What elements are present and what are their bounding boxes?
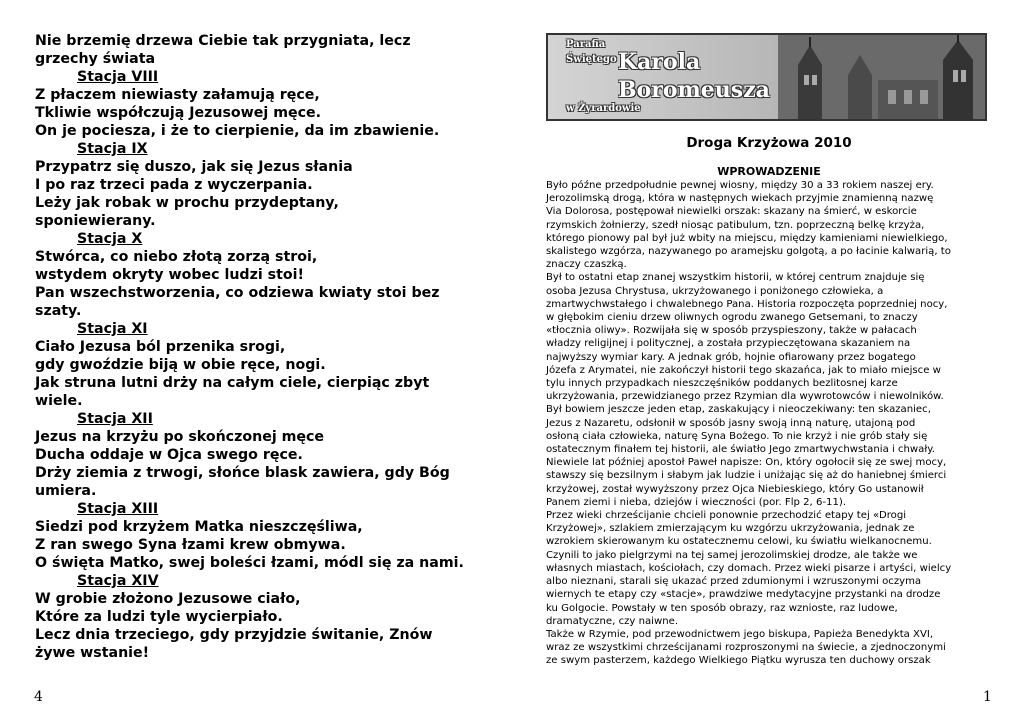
poem-line: Lecz dnia trzeciego, gdy przyjdzie świtanie, Znów: [35, 627, 433, 643]
body-line: wzrokiem skierowanym ku ostatecznemu celowi, ku światłu wielkanocnemu.: [546, 536, 932, 548]
body-line: władzy religijnej i politycznej, a została przypieczętowana skazaniem na: [546, 338, 911, 350]
poem-line: gdy gwoździe biją w obie ręce, nogi.: [35, 357, 326, 373]
poem-line: Z płaczem niewiasty załamują ręce,: [35, 87, 320, 103]
station-heading: Stacja XII: [77, 411, 153, 427]
body-line: Jerozolimską drogą, która w następnych wiekach przyjmie znamienną nazwę: [546, 193, 934, 205]
document-title: Droga Krzyżowa 2010: [686, 135, 852, 151]
poem-line: Tkliwie współczują Jezusowej męce.: [35, 105, 322, 121]
body-line: ze swym pasterzem, każdego Wielkiego Piątku wyrusza ten duchowy orszak: [546, 655, 931, 667]
body-line: Także w Rzymie, pod przewodnictwem jego biskupa, Papieża Benedykta XVI,: [546, 628, 934, 640]
body-line: w głębokim cieniu drzew oliwnych ogrodu zwanego Getsemani, to znaczy: [546, 312, 918, 324]
poem-line: Pan wszechstworzenia, co odziewa kwiaty stoi bez: [35, 285, 440, 301]
poem-line: Drży ziemia z trwogi, słońce blask zawiera, gdy Bóg: [35, 465, 450, 481]
body-line: Krzyżowej», szlakiem zmierzającym ku wzgórzu ukrzyżowania, jednak ze: [546, 523, 915, 535]
poem-line: szaty.: [35, 303, 82, 319]
parish-banner: [546, 33, 987, 121]
body-line: Via Dolorosa, postępował niewielki orszak: skazany na śmierć, w eskorcie: [546, 206, 917, 218]
poem-line: Jezus na krzyżu po skończonej męce: [35, 429, 325, 445]
banner-parafia: Parafia: [566, 39, 606, 50]
body-line: ostatecznym finałem tej historii, ale światło Jego zmartwychwstania i chwały.: [546, 444, 935, 456]
body-line: Panem ziemi i nieba, dziejów i wieczności (por. Flp 2, 6-11).: [546, 496, 847, 508]
section-title: WPROWADZENIE: [717, 165, 821, 178]
body-line: najwyższy wymiar kary. A jednak grób, hojnie ofiarowany przez bogatego: [546, 351, 916, 363]
body-line: Był to ostatni etap znanej wszystkim historii, w której centrum znajduje się: [546, 272, 925, 284]
body-line: zmartwychwstałego i chwalebnego Pana. Historia rozpoczęta poprzedniej nocy,: [546, 298, 948, 310]
poem-line: Siedzi pod krzyżem Matka nieszczęśliwa,: [35, 519, 363, 535]
body-line: tylu innych przypadkach nieszczęśników poddanych bezlitosnej karze: [546, 378, 898, 390]
left-page: [35, 32, 485, 662]
introduction-text: [546, 179, 992, 668]
body-line: «tłocznia oliwy». Rozwijała się w sposób przyspieszony, także w pałacach: [546, 325, 917, 337]
body-line: znaczy czaszką.: [546, 259, 627, 271]
poem-line: sponiewierany.: [35, 213, 156, 229]
body-line: własnych miastach, kościołach, czy domach. Przez wieki pisarze i artyści, wielcy: [546, 562, 952, 574]
body-line: wiernych te etapy czy «stacje», prawdziwe medytacyjne przystanki na drodze: [546, 589, 941, 601]
poem-line: umiera.: [35, 483, 97, 499]
station-heading: Stacja XIII: [77, 501, 159, 517]
poem-line: wiele.: [35, 393, 83, 409]
body-line: Czynili to jako pielgrzymi na tej samej jerozolimskiej drodze, ale także we: [546, 549, 918, 561]
station-heading: Stacja XIV: [77, 573, 159, 589]
banner-swietego: Świętego: [566, 54, 617, 65]
body-line: Przez wieki chrześcijanie chcieli ponownie przechodzić etapy tej «Drogi: [546, 510, 907, 522]
station-heading: Stacja VIII: [77, 69, 159, 85]
poem-line: Nie brzemię drzewa Ciebie tak przygniata, lecz: [35, 33, 411, 49]
body-line: dramatyczne, czy naiwne.: [546, 615, 679, 627]
station-heading: Stacja IX: [77, 141, 148, 157]
poem-line: On je pociesza, i że to cierpienie, da im zbawienie.: [35, 123, 440, 139]
poem-line: żywe wstanie!: [35, 645, 150, 661]
station-heading: Stacja X: [77, 231, 143, 247]
body-line: ku Golgocie. Powstały w ten sposób obrazy, raz wznioste, raz ludowe,: [546, 602, 898, 614]
body-line: Józefa z Arymatei, nie zakończył historii tego skazańca, jak to miało miejsce w: [546, 364, 941, 376]
poem-line: I po raz trzeci pada z wyczerpania.: [35, 177, 313, 193]
banner-karola: Karola: [618, 49, 701, 75]
poem-line: Które za ludzi tyle wycierpiało.: [35, 609, 283, 625]
body-line: Jezus z Nazaretu, odsłonił w sposób jasny swoją inną naturę, utajoną pod: [546, 417, 916, 429]
body-line: Był bowiem jeszcze jeden etap, zaskakujący i nieoczekiwany: ten skazaniec,: [546, 404, 931, 416]
body-line: Było późne przedpołudnie pewnej wiosny, między 30 a 33 rokiem naszej ery.: [546, 180, 934, 191]
poem-line: Stwórca, co niebo złotą zorzą stroi,: [35, 249, 318, 265]
body-line: albo nieznani, starali się ukazać przed zdumionymi i wzruszonymi oczyma: [546, 576, 922, 588]
poem-line: wstydem okryty wobec ludzi stoi!: [35, 267, 304, 283]
poem-line: Z ran swego Syna łzami krew obmywa.: [35, 537, 346, 553]
body-line: wraz ze wszystkimi chrześcijanami rozproszonymi na świecie, a zjednoczonymi: [546, 642, 946, 654]
poem-line: Leży jak robak w prochu przydeptany,: [35, 195, 339, 211]
poem-line: Jak struna lutni drży na całym ciele, cierpiąc zbyt: [35, 375, 430, 391]
poem-line: Przypatrz się duszo, jak się Jezus słania: [35, 159, 353, 175]
poem-line: grzechy świata: [35, 51, 156, 67]
body-line: osłoną ciała człowieka, naturę Syna Bożego. To nie krzyż i nie grób stały się: [546, 430, 928, 442]
banner-boromeusza: Boromeusza: [618, 77, 770, 103]
poem-line: O święta Matko, swej boleści łzami, módl się za nami.: [35, 555, 464, 571]
banner-place: w Żyrardowie: [566, 103, 641, 114]
left-page-number: 4: [34, 689, 43, 705]
right-page-number: 1: [983, 689, 992, 705]
body-line: stawszy się bezsilnym i słabym jak ludzie i uniżając się aż do haniebnej śmierci: [546, 470, 947, 482]
poem-line: Ciało Jezusa ból przenika srogi,: [35, 339, 286, 355]
body-line: ukrzyżowania, przewidzianego przez Rzymian dla wywrotowców i niewolników.: [546, 391, 944, 403]
body-line: skalistego wzgórza, nazywanego po aramejsku golgotą, a po łacinie kalwarią, to: [546, 246, 951, 258]
body-line: Niewiele lat później apostoł Paweł napisze: On, który ogołocił się ze swej mocy,: [546, 457, 947, 469]
body-line: krzyżowej, został wywyższony przez Ojca Niebieskiego, który Go ustanowił: [546, 483, 924, 495]
right-page: [546, 33, 992, 668]
body-line: którego pionowy pal był już wbity na miejscu, między kamieniami niewielkiego,: [546, 232, 948, 244]
body-line: osoba Jezusa Chrystusa, ukrzyżowanego i poniżonego człowieka, a: [546, 285, 884, 297]
poem-line: W grobie złożono Jezusowe ciało,: [35, 591, 301, 607]
poem-line: Ducha oddaje w Ojca swego ręce.: [35, 447, 303, 463]
poem-text: [35, 32, 485, 662]
station-heading: Stacja XI: [77, 321, 148, 337]
body-line: rzymskich żołnierzy, szedł niosąc patibulum, tzn. poprzeczną belkę krzyża,: [546, 219, 925, 231]
